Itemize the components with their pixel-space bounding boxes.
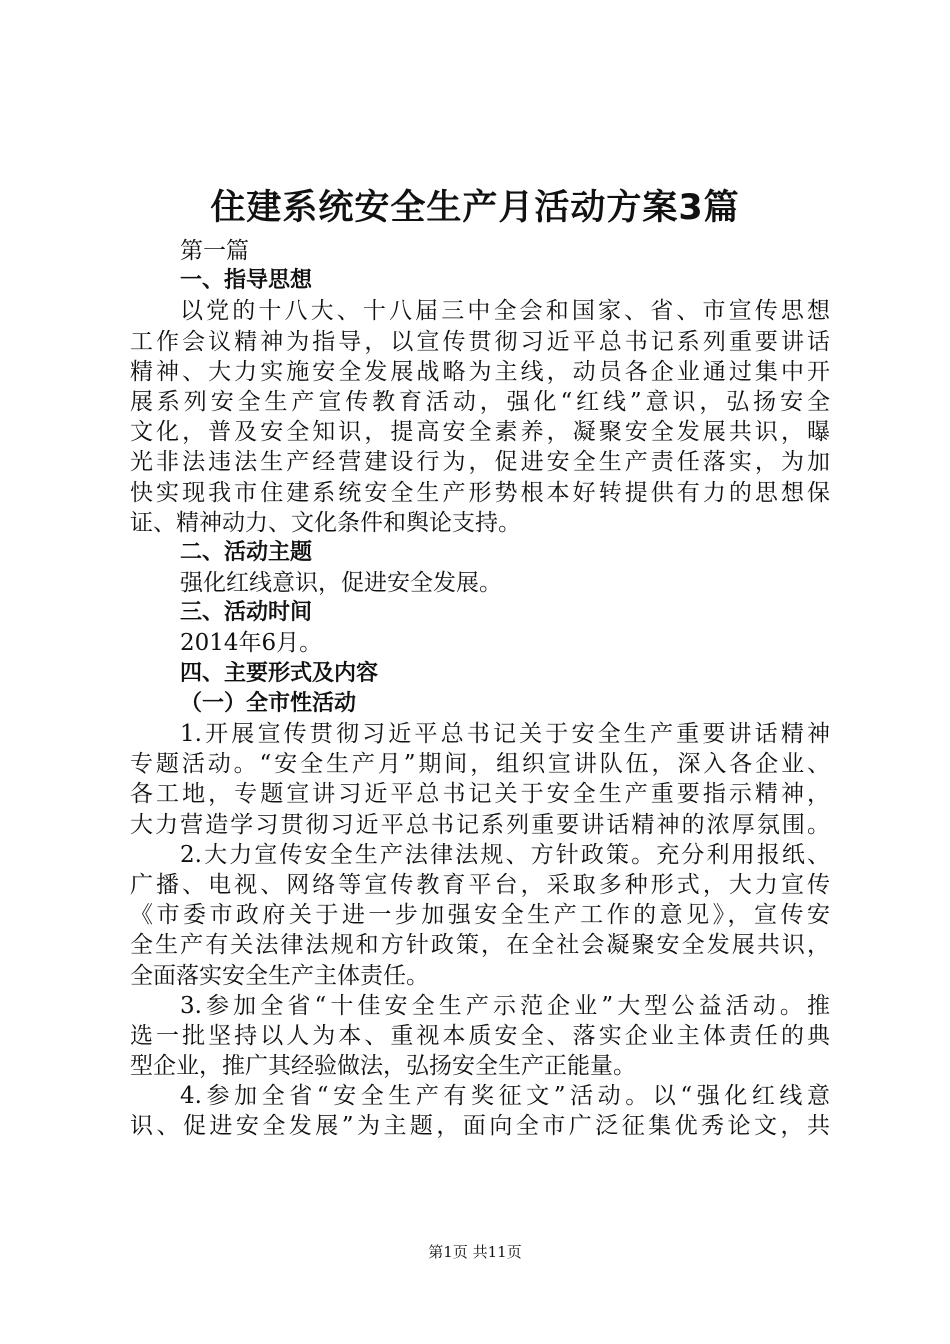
paragraph-line: 专题活动。“安全生产月”期间，组织宣讲队伍，深入各企业、: [130, 751, 830, 778]
subsection-heading-citywide: （一）全市性活动: [180, 690, 357, 716]
paragraph-line: 型企业，推广其经验做法，弘扬安全生产正能量。: [130, 1053, 636, 1080]
paragraph-line: 《市委市政府关于进一步加强安全生产工作的意见》，宣传安: [130, 902, 830, 929]
paragraph-line: 快实现我市住建系统安全生产形势根本好转提供有力的思想保: [130, 479, 830, 506]
list-item-3: [130, 991, 830, 1082]
paragraph-line: 广播、电视、网络等宣传教育平台，采取多种形式，大力宣传: [130, 871, 830, 898]
paragraph-line: 以党的十八大、十八届三中全会和国家、省、市宣传思想: [180, 298, 830, 325]
paragraph-guiding-thought: [130, 296, 830, 538]
paragraph-line: 4.参加全省“安全生产有奖征文”活动。以“强化红线意: [180, 1083, 830, 1110]
document-body: [130, 236, 830, 1142]
paragraph-line: 大力营造学习贯彻习近平总书记系列重要讲话精神的浓厚氛围。: [130, 811, 830, 838]
paragraph-theme: 强化红线意识，促进安全发展。: [180, 570, 502, 597]
section-heading-theme: 二、活动主题: [180, 539, 313, 565]
paragraph-line: 2.大力宣传安全生产法律法规、方针政策。充分利用报纸、: [180, 841, 830, 868]
section-heading-forms: 四、主要形式及内容: [180, 660, 379, 686]
paragraph-line: 文化，普及安全知识，提高安全素养，凝聚安全发展共识，曝: [130, 419, 830, 446]
section-heading-time: 三、活动时间: [180, 600, 313, 626]
paragraph-line: 选一批坚持以人为本、重视本质安全、落实企业主体责任的典: [130, 1022, 830, 1049]
paragraph-line: 3.参加全省“十佳安全生产示范企业”大型公益活动。推: [180, 992, 830, 1019]
page-footer: 第1页 共11页: [428, 1243, 522, 1261]
paragraph-line: 证、精神动力、文化条件和舆论支持。: [130, 509, 521, 536]
part-label: 第一篇: [180, 238, 249, 264]
paragraph-time: 2014年6月。: [180, 630, 323, 657]
list-item-2: [130, 840, 830, 991]
list-item-4: [130, 1081, 830, 1141]
document-title: 住建系统安全生产月活动方案3篇: [210, 188, 740, 228]
paragraph-line: 各工地，专题宣讲习近平总书记关于安全生产重要指示精神，: [130, 781, 830, 808]
paragraph-line: 光非法违法生产经营建设行为，促进安全生产责任落实，为加: [130, 449, 830, 476]
paragraph-line: 工作会议精神为指导，以宣传贯彻习近平总书记系列重要讲话: [130, 328, 830, 355]
list-item-1: [130, 719, 830, 840]
paragraph-line: 全面落实安全生产主体责任。: [130, 962, 429, 989]
paragraph-line: 识、促进安全发展”为主题，面向全市广泛征集优秀论文，共: [130, 1113, 830, 1140]
paragraph-line: 展系列安全生产宣传教育活动，强化“红线”意识，弘扬安全: [130, 388, 830, 415]
paragraph-line: 全生产有关法律法规和方针政策，在全社会凝聚安全发展共识，: [130, 932, 830, 959]
section-heading-guiding-thought: 一、指导思想: [180, 268, 313, 294]
paragraph-line: 1.开展宣传贯彻习近平总书记关于安全生产重要讲话精神: [180, 721, 830, 747]
paragraph-line: 精神、大力实施安全发展战略为主线，动员各企业通过集中开: [130, 358, 830, 385]
